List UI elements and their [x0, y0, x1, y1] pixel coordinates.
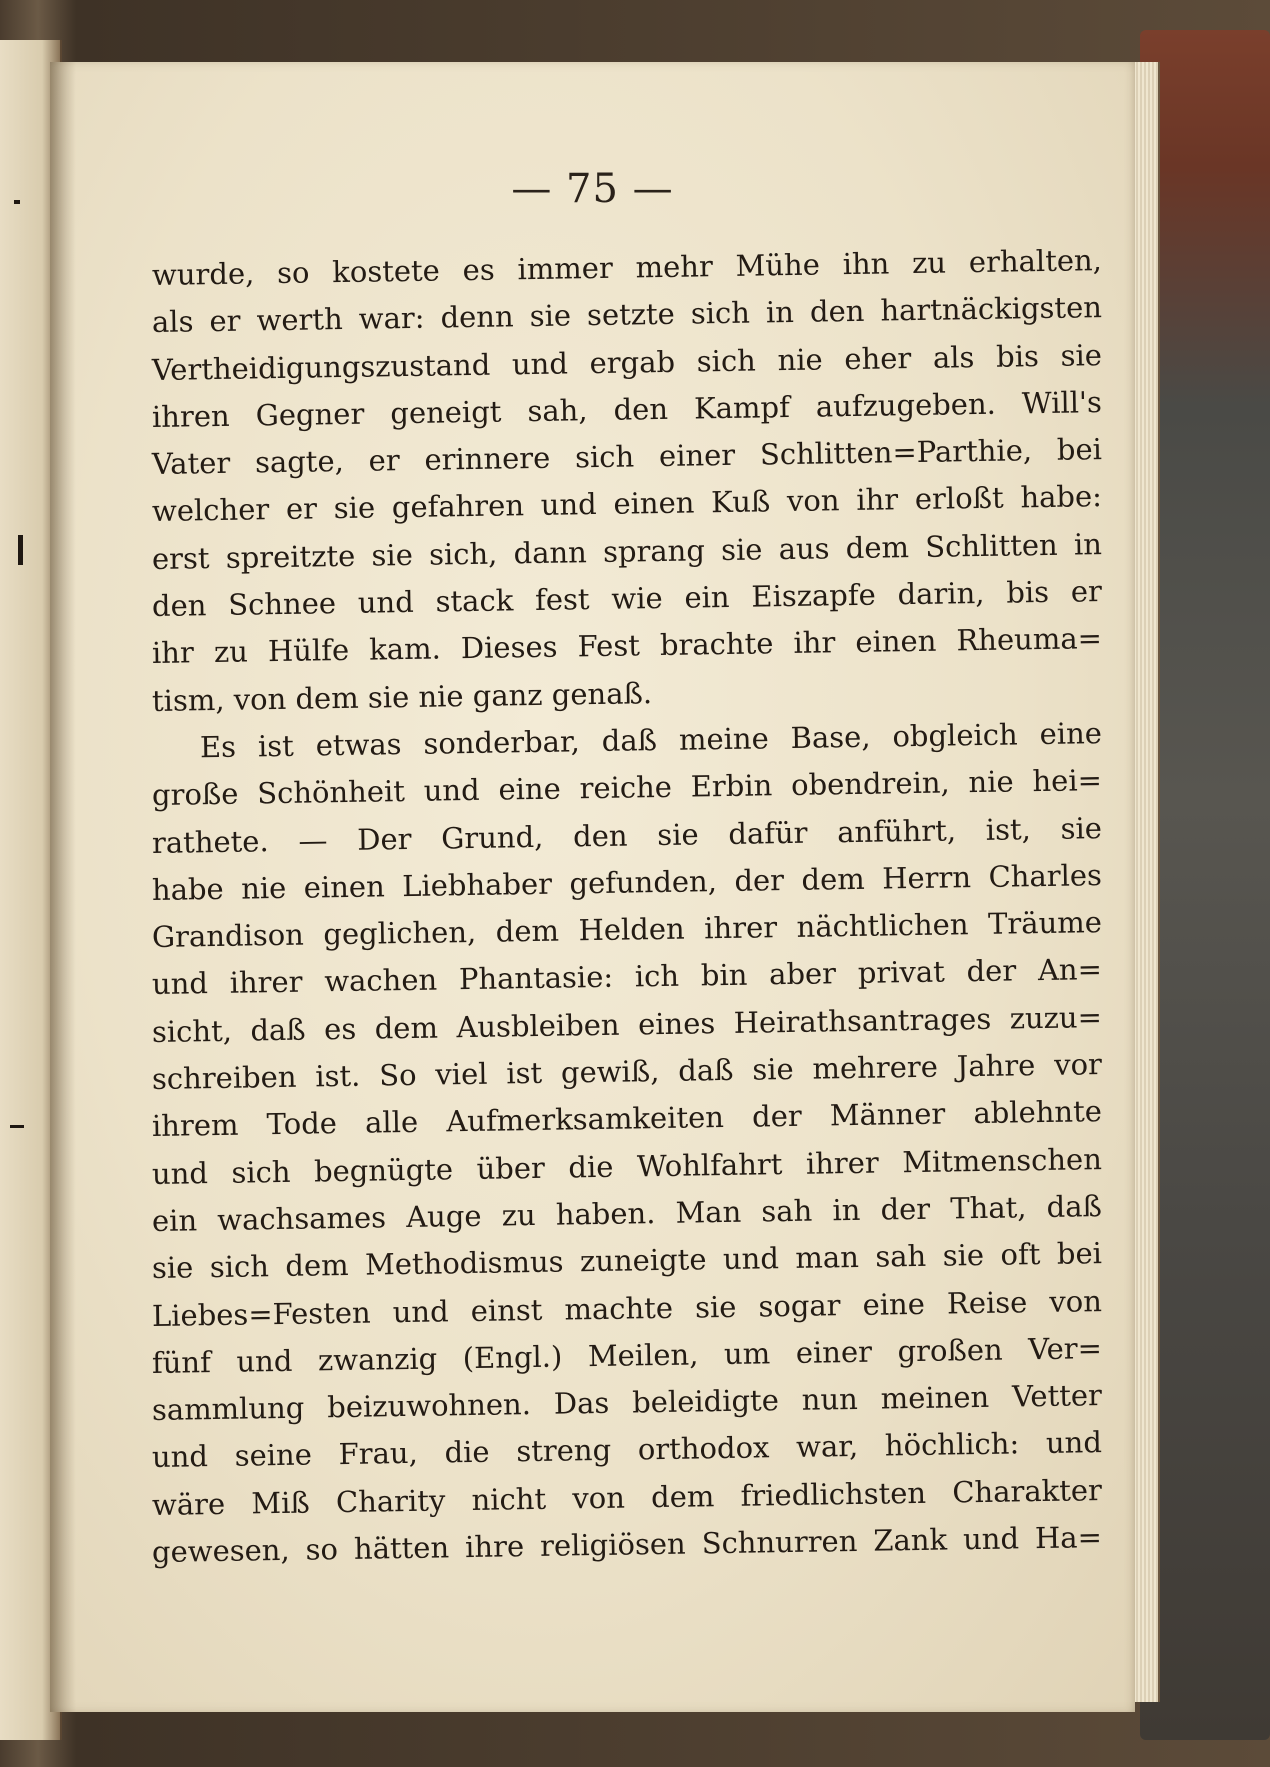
- text-line: Vertheidigungszustand und ergab sich nie eher als bis sie: [151, 337, 1103, 387]
- text-line: welcher er sie gefahren und einen Kuß von ihr erloßt habe:: [151, 479, 1103, 529]
- text-line: rathete. — Der Grund, den sie dafür anführt, ist, sie: [151, 810, 1103, 860]
- page-number: — 75 —: [511, 166, 674, 212]
- text-line: den Schnee und stack fest wie ein Eiszapfe darin, bis er: [151, 574, 1103, 624]
- text-line: und ihrer wachen Phantasie: ich bin aber privat der An=: [151, 952, 1103, 1002]
- text-line: sicht, daß es dem Ausbleiben eines Heirathsantrages zuzu=: [151, 999, 1103, 1049]
- text-line: und seine Frau, die streng orthodox war, höchlich: und: [151, 1425, 1103, 1475]
- text-line: Grandison geglichen, dem Helden ihrer nächtlichen Träume: [151, 905, 1103, 955]
- body-text: [151, 243, 1103, 1576]
- text-line: sammlung beizuwohnen. Das beleidigte nun meinen Vetter: [151, 1378, 1103, 1428]
- text-line: Es ist etwas sonderbar, daß meine Base, obgleich eine: [199, 716, 1103, 765]
- binding-mark: [10, 1125, 24, 1128]
- spine-shadow: [50, 62, 76, 1712]
- text-line: schreiben ist. So viel ist gewiß, daß sie mehrere Jahre vor: [151, 1047, 1103, 1097]
- text-line: wurde, so kostete es immer mehr Mühe ihn zu erhalten,: [151, 243, 1103, 292]
- text-line: sie sich dem Methodismus zuneigte und man sah sie oft bei: [151, 1236, 1103, 1286]
- text-line: wäre Miß Charity nicht von dem friedlichsten Charakter: [151, 1472, 1103, 1522]
- text-line: tism, von dem sie nie ganz genaß.: [151, 675, 653, 718]
- text-line: gewesen, so hätten ihre religiösen Schnurren Zank und Ha=: [151, 1520, 1103, 1570]
- book-page: [50, 62, 1135, 1712]
- text-line: große Schönheit und eine reiche Erbin obendrein, nie hei=: [151, 763, 1103, 813]
- text-line: ihren Gegner geneigt sah, den Kampf aufzugeben. Will's: [151, 384, 1103, 434]
- text-line: Liebes=Festen und einst machte sie sogar eine Reise von: [151, 1283, 1103, 1333]
- text-line: und sich begnügte über die Wohlfahrt ihrer Mitmenschen: [151, 1141, 1103, 1191]
- text-line: ihr zu Hülfe kam. Dieses Fest brachte ihr einen Rheuma=: [151, 621, 1103, 671]
- text-line: ein wachsames Auge zu haben. Man sah in der That, daß: [151, 1189, 1103, 1238]
- text-line: ihrem Tode alle Aufmerksamkeiten der Männer ablehnte: [151, 1094, 1103, 1144]
- text-line: als er werth war: denn sie setzte sich in den hartnäckigsten: [151, 290, 1103, 340]
- binding-mark: [14, 200, 20, 204]
- text-line: fünf und zwanzig (Engl.) Meilen, um einer großen Ver=: [151, 1330, 1103, 1380]
- text-line: Vater sagte, er erinnere sich einer Schlitten=Parthie, bei: [151, 432, 1103, 482]
- binding-mark: [18, 535, 23, 565]
- text-line: erst spreitzte sie sich, dann sprang sie aus dem Schlitten in: [151, 526, 1103, 576]
- text-line: habe nie einen Liebhaber gefunden, der dem Herrn Charles: [151, 857, 1103, 907]
